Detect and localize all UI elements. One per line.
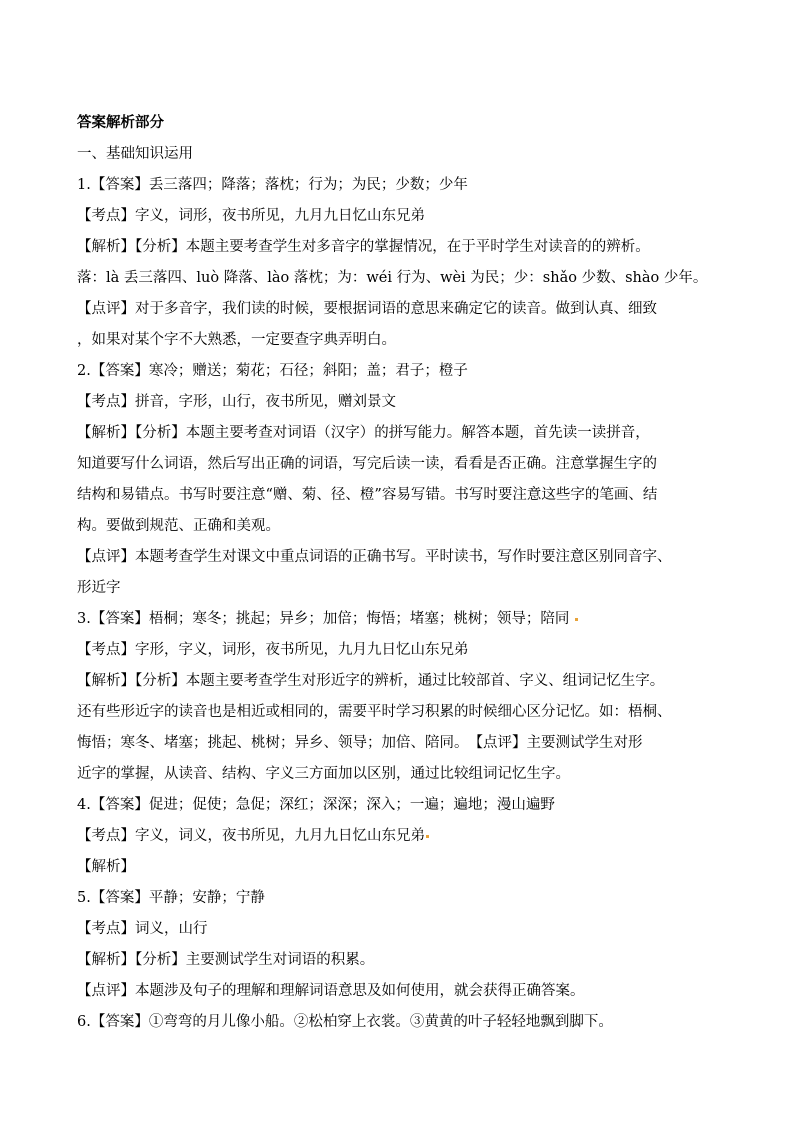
q3-topic: 【考点】字形，字义，词形，夜书所见，九月九日忆山东兄弟: [77, 642, 469, 658]
q3-answer: 3.【答案】梧桐；寒冬；挑起；异乡；加倍；悔悟；堵塞；桃树；领导；陪同: [77, 611, 570, 627]
q5-analysis: 【解析】【分析】主要测试学生对词语的积累。: [77, 952, 375, 968]
q1-analysis: 【解析】【分析】本题主要考查学生对多音字的掌握情况，在于平时学生对读音的的辨析。: [77, 239, 650, 255]
q2-topic: 【考点】拼音，字形，山行，夜书所见，赠刘景文: [77, 394, 396, 410]
marker-dot: [426, 835, 429, 838]
q5-comment: 【点评】本题涉及句子的理解和理解词语意思及如何使用，就会获得正确答案。: [77, 983, 585, 999]
q4-topic-row: [77, 821, 727, 852]
q2-comment-cont: 形近字: [77, 580, 121, 596]
q2-analysis-cont-1: 知道要写什么词语，然后写出正确的词语，写完后读一读，看看是否正确。注意掌握生字的: [77, 456, 657, 472]
q1-analysis-pinyin: 落：là 丢三落四、luò 降落、lào 落枕；为：wéi 行为、wèi 为民；少：shǎo 少数、shào 少年。: [77, 270, 708, 286]
document-body: [77, 108, 727, 1038]
q3-analysis: 【解析】【分析】本题主要考查学生对形近字的辨析，通过比较部首、字义、组词记忆生字。: [77, 673, 665, 689]
q3-analysis-cont-3: 近字的掌握，从读音、结构、字义三方面加以区别，通过比较组词记忆生字。: [77, 766, 570, 782]
q1-topic: 【考点】字义，词形，夜书所见，九月九日忆山东兄弟: [77, 208, 425, 224]
q1-comment-cont: ，如果对某个字不大熟悉，一定要查字典弄明白。: [77, 332, 396, 348]
q6-answer: 6.【答案】①弯弯的月儿像小船。②松柏穿上衣裳。③黄黄的叶子轻轻地飘到脚下。: [77, 1014, 613, 1030]
q3-analysis-cont-1: 还有些形近字的读音也是相近或相同的，需要平时学习积累的时候细心区分记忆。如：梧桐、: [77, 704, 672, 720]
q1-comment: 【点评】对于多音字，我们读的时候，要根据词语的意思来确定它的读音。做到认真、细致: [77, 301, 657, 317]
page-title: 答案解析部分: [77, 115, 164, 131]
q3-analysis-cont-2: 悔悟；寒冬、堵塞；挑起、桃树；异乡、领导；加倍、陪同。 【点评】主要测试学生对形: [77, 735, 643, 751]
q2-analysis-cont-2: 结构和易错点。书写时要注意“赠、菊、径、橙”容易写错。书写时要注意这些字的笔画、结: [77, 487, 658, 503]
q2-analysis: 【解析】【分析】本题主要考查对词语（汉字）的拼写能力。解答本题，首先读一读拼音，: [77, 425, 650, 441]
q2-answer: 2.【答案】寒冷；赠送；菊花；石径；斜阳；盖；君子；橙子: [77, 363, 468, 379]
q4-analysis: 【解析】: [77, 859, 135, 875]
section-heading: 一、基础知识运用: [77, 146, 193, 162]
q3-answer-row: [77, 604, 727, 635]
q2-analysis-cont-3: 构。要做到规范、正确和美观。: [77, 518, 280, 534]
q4-answer: 4.【答案】促进；促使；急促；深红；深深；深入；一遍；遍地；漫山遍野: [77, 797, 555, 813]
q1-answer: 1.【答案】丢三落四；降落；落枕；行为；为民；少数；少年: [77, 177, 468, 193]
marker-dot: [575, 618, 578, 621]
q5-topic: 【考点】词义，山行: [77, 921, 208, 937]
q2-comment: 【点评】本题考查学生对课文中重点词语的正确书写。平时读书，写作时要注意区别同音字、: [77, 549, 672, 565]
q4-topic: 【考点】字义，词义，夜书所见，九月九日忆山东兄弟: [77, 828, 425, 844]
q5-answer: 5.【答案】平静；安静；宁静: [77, 890, 265, 906]
